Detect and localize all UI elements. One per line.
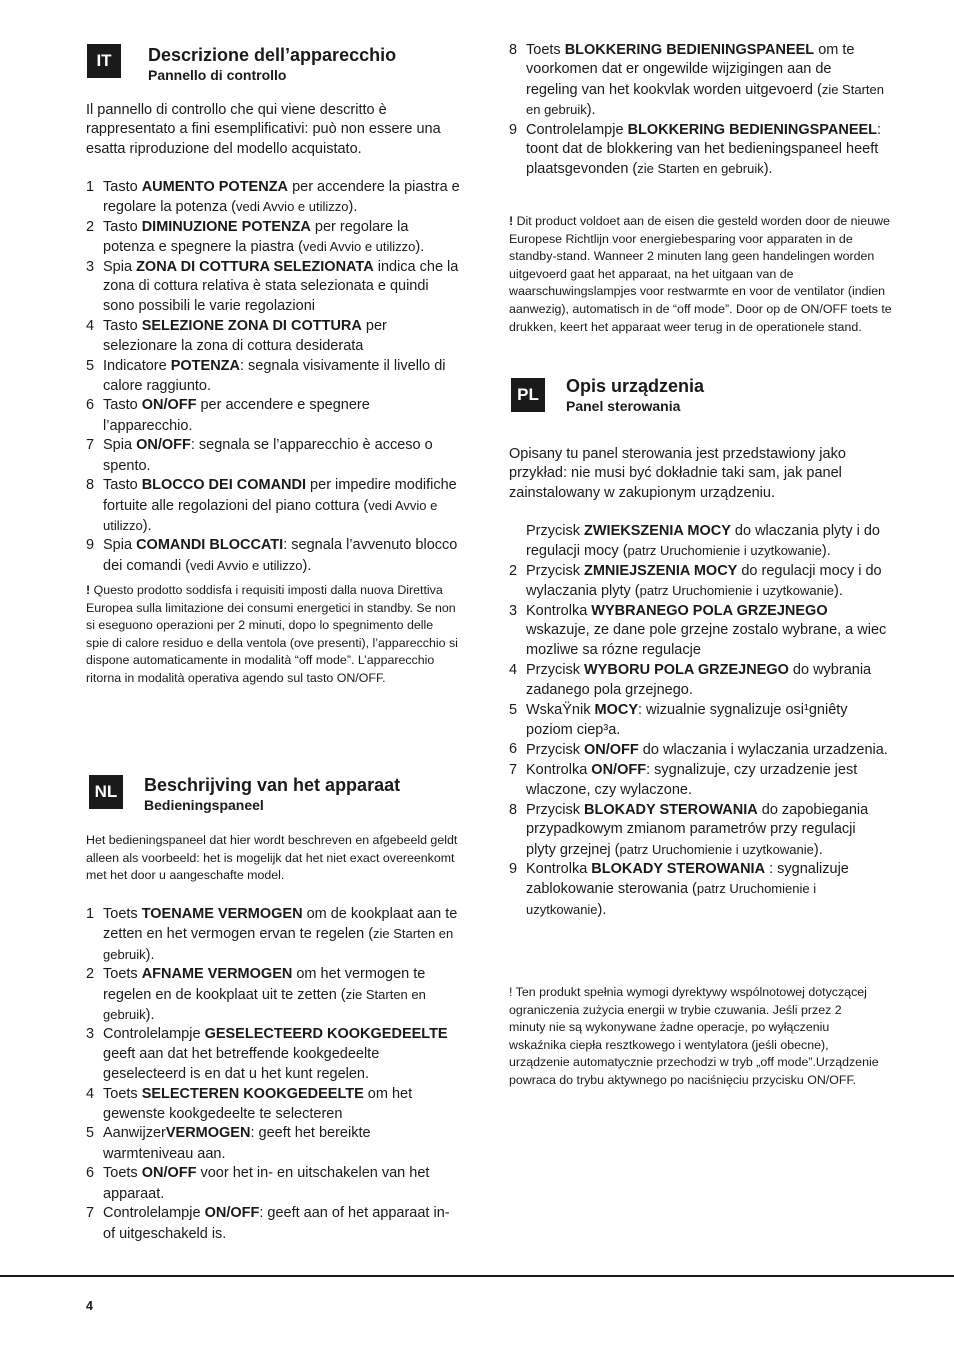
note-text-nl: Dit product voldoet aan de eisen die gesteld worden door de nieuwe Europese Richtlijn voor energiebesparing voor apparaten in de standby-stand. Wanneer 2 minuten lang geen handelingen worden uitgevoerd gaat het apparaat, na het uitgaan van de waarschuwingslampjes voor restwarmte en voor de ventilator (indien aanwezig), automatisch in de “off mode”. Door op de ON/OFF toets te drukken, keert het apparaat weer terug in de operationele stand. (509, 214, 892, 334)
item-control-name: WYBRANEGO POLA GRZEJNEGO (591, 602, 828, 619)
item-number: 5 (86, 357, 95, 374)
item-prefix: Tasto (103, 218, 142, 235)
item-reference: zie Starten en gebruik (526, 81, 884, 118)
item-suffix: ). (415, 239, 425, 256)
item-description: do wybrania zadanego pola grzejnego. (526, 661, 872, 699)
section-title-it: Descrizione dell’apparecchio (148, 45, 397, 65)
item-number: 9 (509, 121, 518, 138)
item-control-name: WYBORU POLA GRZEJNEGO (584, 661, 789, 678)
item-description: : segnala visivamente il livello di calore raggiunto. (103, 357, 446, 395)
item-suffix: ). (145, 1007, 155, 1024)
list-item (509, 41, 884, 121)
item-control-name: ZWIEKSZENIA MOCY (584, 523, 731, 539)
item-description: per selezionare la zona di cottura desiderata (103, 317, 387, 355)
item-description: : geeft het bereikte warmteniveau aan. (103, 1125, 371, 1162)
item-list-it (86, 178, 461, 576)
note-text-pl: Ten produkt spełnia wymogi dyrektywy wspólnotowej dotyczącej ograniczenia zużycia energii w trybie czuwania. Jeśli przez 2 minuty nie są wykonywane żadne operacje, po wyłączeniu wskaźnika ciepła resztkowego i wentylatora (jeśli obecne), urządzenie automatycznie przechodzi w tryb „off mode”.Urządzenie powraca do trybu aktywnego po naciśnięciu przycisku ON/OFF. (509, 985, 879, 1087)
standby-note-pl (509, 984, 881, 1090)
item-number: 2 (509, 562, 518, 579)
list-item (86, 396, 461, 436)
item-reference: patrz Uruchomienie i uzytkowanie (619, 841, 814, 857)
item-number: 8 (86, 477, 95, 494)
list-item (86, 1085, 461, 1125)
item-description: om de kookplaat aan te zetten en het vermogen ervan te regelen ( (103, 906, 458, 943)
item-number: 2 (86, 218, 95, 235)
item-description: do wlaczania plyty i do regulacji mocy ( (526, 523, 880, 560)
list-item (86, 178, 461, 218)
item-suffix: ). (763, 161, 773, 178)
item-control-name: DIMINUZIONE POTENZA (141, 218, 311, 235)
list-item (86, 436, 461, 476)
item-control-name: BLOKADY STEROWANIA (591, 860, 766, 877)
item-prefix: Controlelampje (103, 1026, 205, 1043)
item-reference: vedi Avvio e utilizzo (236, 199, 349, 215)
item-prefix: Toets (103, 1085, 142, 1102)
item-suffix: ). (302, 557, 312, 574)
item-description: : sygnalizuje zablokowanie sterowania ( (526, 860, 849, 898)
item-reference: zie Starten en gebruik (637, 161, 764, 177)
item-description: wskazuje, ze dane pole grzejne zostalo wybrane, a wiec mozliwe sa rózne regulacje (526, 622, 887, 659)
warning-mark-pl: ! (509, 985, 513, 999)
intro-text-nl: Het bedieningspaneel dat hier wordt beschreven en afgebeeld geldt alleen als voorbeeld: het is mogelijk dat het niet exact overeenkomt met het door u aangeschafte model. (86, 833, 458, 883)
item-number: 4 (86, 1085, 95, 1102)
item-control-name: BLOKADY STEROWANIA (584, 801, 758, 818)
item-prefix: Indicatore (103, 357, 171, 374)
item-description: voor het in- en uitschakelen van het apparaat. (103, 1165, 430, 1202)
item-description: : wizualnie sygnalizuje osi¹gniêty poziom ciep³a. (526, 701, 848, 739)
item-control-name: ZONA DI COTTURA SELEZIONATA (136, 258, 374, 275)
list-item (86, 357, 461, 397)
item-number: 9 (509, 860, 518, 877)
list-item (86, 1025, 461, 1084)
standby-note-nl (509, 213, 894, 336)
item-prefix: Przycisk (526, 742, 584, 759)
list-item (509, 860, 889, 920)
section-title-nl: Beschrijving van het apparaat (144, 775, 401, 795)
item-description: indica che la zona di cottura relativa è stata selezionata e quindi sono possibili le varie regolazioni (103, 258, 459, 315)
item-number: 7 (86, 1205, 95, 1222)
item-reference: vedi Avvio e utilizzo (302, 239, 416, 255)
item-reference: vedi Avvio e utilizzo (103, 497, 438, 533)
item-number: 6 (509, 741, 518, 758)
item-number: 4 (86, 317, 95, 334)
item-prefix: Aanwijzer (103, 1125, 166, 1142)
section-subtitle-pl: Panel sterowania (566, 398, 681, 414)
item-reference: patrz Uruchomienie i uzytkowanie (526, 881, 817, 917)
list-item (509, 562, 889, 602)
note-text-it: Questo prodotto soddisfa i requisiti imposti dalla nuova Direttiva Europea sulla limitazione dei consumi energetici in standby. Se non si eseguono operazioni per 2 minuti, dopo lo spegnimento delle spie di calore residuo e della ventola (ove presenti), l’apparecchio si dispone automaticamente in modalità “off mode”. L’apparecchio ritorna in modalità operativa agendo sul tasto ON/OFF. (86, 583, 458, 685)
item-suffix: ). (348, 199, 358, 216)
item-prefix: Tasto (103, 179, 142, 195)
list-item (86, 1124, 461, 1164)
section-badge-pl: PL (511, 378, 545, 412)
item-description: : geeft aan of het apparaat in- of uitgeschakeld is. (103, 1205, 450, 1242)
item-number: 6 (86, 1165, 95, 1182)
item-prefix: Controlelampje (103, 1205, 205, 1222)
item-prefix: Spia (103, 437, 137, 454)
item-control-name: ON/OFF (204, 1205, 260, 1222)
item-control-name: BLOKKERING BEDIENINGSPANEEL (564, 42, 815, 58)
item-list-pl (509, 522, 889, 920)
item-number: 8 (509, 42, 518, 58)
list-item (86, 258, 461, 317)
item-prefix: Toets (103, 906, 142, 922)
item-description: : sygnalizuje, czy urzadzenie jest wlaczone, czy wylaczone. (526, 761, 858, 799)
item-control-name: ON/OFF (584, 742, 639, 759)
item-number: 4 (509, 661, 518, 678)
item-suffix: ). (586, 102, 596, 119)
item-prefix: Toets (103, 966, 142, 983)
warning-mark-it: ! (86, 583, 91, 597)
item-control-name: VERMOGEN (165, 1125, 251, 1142)
item-control-name: TOENAME VERMOGEN (141, 906, 303, 922)
item-reference: patrz Uruchomienie i uzytkowanie (627, 543, 822, 559)
list-item (86, 1204, 461, 1244)
list-item (509, 602, 889, 661)
item-control-name: MOCY (594, 701, 638, 718)
item-control-name: ZMNIEJSZENIA MOCY (584, 562, 738, 579)
list-item (86, 317, 461, 357)
list-item (86, 218, 461, 258)
item-prefix: Kontrolka (526, 860, 592, 877)
item-prefix: Tasto (103, 477, 142, 494)
item-description: om het gewenste kookgedeelte te selecteren (103, 1085, 413, 1123)
item-control-name: SELEZIONE ZONA DI COTTURA (141, 317, 362, 334)
section-subtitle-it: Pannello di controllo (148, 67, 287, 83)
list-item (509, 522, 889, 562)
item-description: do wlaczania i wylaczania urzadzenia. (638, 742, 888, 759)
item-description: geeft aan dat het betreffende kookgedeelte geselecteerd is en dat u het kunt regelen. (103, 1045, 380, 1083)
section-title-pl: Opis urządzenia (566, 376, 705, 396)
item-control-name: BLOKKERING BEDIENINGSPANEEL (627, 121, 878, 138)
item-prefix: Spia (103, 258, 137, 275)
item-number: 6 (86, 397, 95, 414)
item-prefix: Przycisk (526, 523, 584, 539)
item-number: 3 (86, 1026, 95, 1043)
item-control-name: ON/OFF (591, 761, 647, 778)
item-description: per impedire modifiche fortuite alle regolazioni del piano cottura ( (103, 477, 457, 514)
item-description: per accendere la piastra e regolare la potenza ( (103, 179, 460, 216)
item-number: 3 (509, 602, 518, 619)
list-item (509, 801, 889, 860)
item-prefix: Przycisk (526, 562, 584, 579)
item-list-nl-continued (509, 41, 884, 180)
item-list-nl (86, 905, 461, 1244)
item-description: : segnala l’avvenuto blocco dei comandi ( (103, 537, 458, 574)
item-control-name: ON/OFF (141, 397, 197, 414)
item-reference: vedi Avvio e utilizzo (190, 557, 303, 573)
footer-rule (0, 1275, 954, 1277)
item-reference: patrz Uruchomienie i uzytkowanie (639, 583, 834, 599)
item-reference: zie Starten en gebruik (103, 986, 426, 1023)
warning-mark-nl: ! (509, 214, 514, 228)
item-control-name: SELECTEREN KOOKGEDEELTE (141, 1085, 364, 1102)
item-number: 7 (509, 761, 518, 778)
intro-text-it: Il pannello di controllo che qui viene descritto è rappresentato a fini esemplificativi: può non essere una esatta riproduzione del modello acquistato. (86, 102, 441, 157)
intro-text-pl: Opisany tu panel sterowania jest przedstawiony jako przykład: nie musi być dokładnie taki sam, jak panel zainstalowany w zakupionym urządzeniu. (509, 446, 846, 501)
list-item (86, 905, 461, 965)
list-item (86, 536, 461, 576)
item-control-name: GESELECTEERD KOOKGEDEELTE (204, 1026, 448, 1043)
item-description: per regolare la potenza e spegnere la piastra ( (103, 218, 409, 256)
item-control-name: COMANDI BLOCCATI (136, 537, 284, 554)
item-number: 3 (86, 258, 95, 275)
item-number: 2 (86, 966, 95, 983)
item-control-name: AFNAME VERMOGEN (141, 966, 293, 983)
item-number: 5 (509, 701, 518, 718)
item-control-name: ON/OFF (136, 437, 191, 454)
item-description: om het vermogen te regelen en de kookplaat uit te zetten ( (103, 966, 426, 1003)
list-item (86, 476, 461, 536)
item-number: 1 (86, 906, 95, 922)
item-prefix: Toets (526, 42, 565, 58)
list-item (509, 121, 884, 180)
item-description: per accendere e spegnere l’apparecchio. (103, 397, 370, 434)
item-description: do zapobiegania przypadkowym zmianom parametrów przy regulacji plyty grzejnej ( (526, 801, 869, 858)
item-suffix: ). (145, 946, 155, 963)
item-suffix: ). (813, 841, 823, 858)
item-control-name: ON/OFF (141, 1165, 197, 1182)
list-item (509, 740, 889, 760)
item-number: 5 (86, 1125, 95, 1142)
item-number: 7 (86, 437, 95, 454)
item-control-name: AUMENTO POTENZA (141, 179, 289, 195)
item-description: : segnala se l’apparecchio è acceso o spento. (103, 437, 433, 474)
item-control-name: BLOCCO DEI COMANDI (141, 477, 307, 494)
item-description: om te voorkomen dat er ongewilde wijzigingen aan de regeling van het kookvlak worden uitgevoerd ( (526, 42, 855, 98)
item-suffix: ). (834, 583, 843, 600)
list-item (86, 965, 461, 1025)
item-number: 1 (86, 179, 95, 195)
list-item (509, 661, 889, 701)
item-prefix: WskaŸnik (526, 701, 595, 718)
section-badge-it: IT (87, 44, 121, 78)
item-prefix: Spia (103, 537, 137, 554)
item-suffix: ). (142, 517, 152, 534)
standby-note-it (86, 582, 458, 688)
item-number: 9 (86, 537, 95, 554)
item-reference: zie Starten en gebruik (103, 926, 454, 962)
item-description: : toont dat de blokkering van het bedieningspaneel heeft plaatsgevonden ( (526, 121, 882, 178)
list-item (509, 761, 889, 801)
item-prefix: Kontrolka (526, 761, 592, 778)
item-control-name: POTENZA (170, 357, 240, 374)
page-number: 4 (86, 1299, 93, 1313)
item-prefix: Przycisk (526, 801, 584, 818)
section-badge-nl: NL (89, 775, 123, 809)
list-item (509, 701, 889, 741)
item-number: 8 (509, 801, 518, 818)
item-prefix: Toets (103, 1165, 142, 1182)
item-description: do regulacji mocy i do wylaczania plyty ( (526, 562, 882, 600)
item-prefix: Controlelampje (526, 121, 628, 138)
item-prefix: Przycisk (526, 661, 584, 678)
item-prefix: Tasto (103, 317, 142, 334)
item-suffix: ). (821, 543, 831, 560)
list-item (86, 1164, 461, 1204)
section-subtitle-nl: Bedieningspaneel (144, 797, 264, 813)
item-suffix: ). (597, 901, 607, 918)
item-prefix: Tasto (103, 397, 142, 414)
item-prefix: Kontrolka (526, 602, 592, 619)
